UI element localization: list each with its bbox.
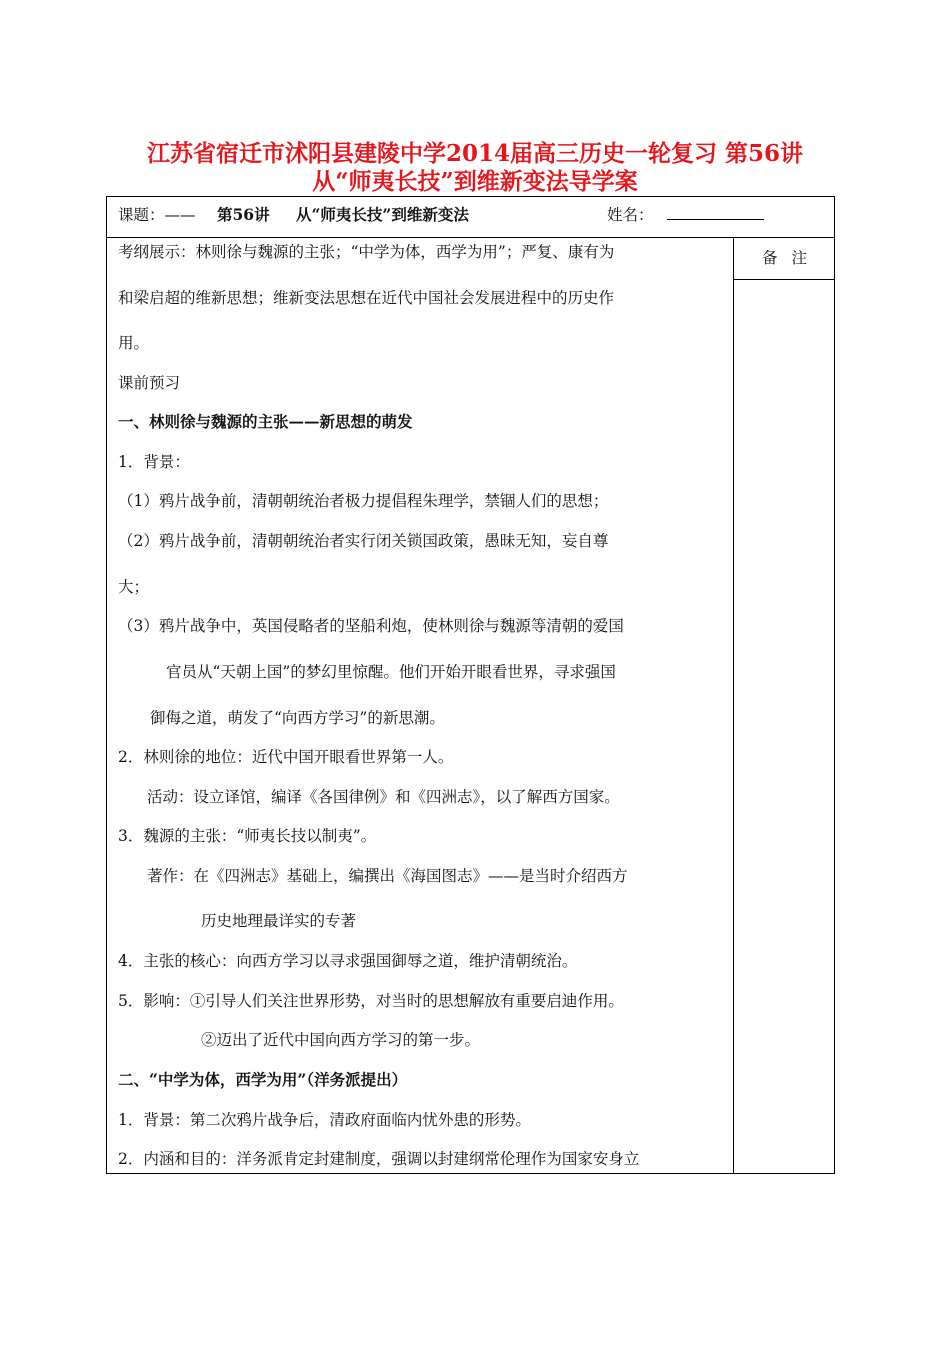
list-item: 1．背景：第二次鸦片战争后，清政府面临内忧外患的形势。 — [118, 1111, 531, 1129]
syllabus-line-3: 用。 — [118, 334, 150, 352]
topic-label: 课题：—— — [118, 206, 196, 224]
section-2-heading: 二、“中学为体，西学为用”（洋务派提出） — [118, 1070, 408, 1089]
syllabus-line-2: 和梁启超的维新思想；维新变法思想在近代中国社会发展进程中的历史作 — [118, 289, 615, 307]
topic-title: 从“师夷长技”到维新变法 — [296, 205, 469, 224]
list-item: （3）鸦片战争中，英国侵略者的坚船利炮，使林则徐与魏源等清朝的爱国 — [118, 617, 624, 635]
list-item: 1．背景： — [118, 453, 190, 471]
preview-heading: 课前预习 — [118, 374, 181, 392]
list-item: 2．内涵和目的：洋务派肯定封建制度，强调以封建纲常伦理作为国家安身立 — [118, 1150, 640, 1168]
list-item: 御侮之道，萌发了“向西方学习”的新思潮。 — [150, 709, 445, 727]
list-item: 活动：设立译馆，编译《各国律例》和《四洲志》，以了解西方国家。 — [147, 788, 620, 806]
list-item: 大； — [118, 578, 150, 596]
table-header-row — [107, 197, 834, 238]
name-label: 姓名： — [607, 206, 654, 224]
section-1-heading: 一、林则徐与魏源的主张——新思想的萌发 — [118, 412, 413, 431]
list-item: 5．影响：①引导人们关注世界形势，对当时的思想解放有重要启迪作用。 — [118, 992, 624, 1010]
list-item: 4．主张的核心：向西方学习以寻求强国御辱之道，维护清朝统治。 — [118, 952, 578, 970]
list-item: 官员从“天朝上国”的梦幻里惊醒。他们开始开眼看世界，寻求强国 — [166, 663, 616, 681]
list-item: 2．林则徐的地位：近代中国开眼看世界第一人。 — [118, 748, 454, 766]
document-title-line-1: 江苏省宿迁市沭阳县建陵中学2014届高三历史一轮复习 第56讲 — [146, 140, 804, 167]
syllabus-line-1: 考纲展示：林则徐与魏源的主张；“中学为体，西学为用”；严复、康有为 — [118, 243, 615, 261]
lecture-number: 第56讲 — [217, 205, 270, 224]
notes-heading: 备注 — [734, 237, 835, 280]
list-item: （1）鸦片战争前，清朝朝统治者极力提倡程朱理学，禁锢人们的思想； — [118, 492, 609, 510]
name-blank-field[interactable] — [667, 219, 764, 220]
list-item: 3．魏源的主张：“师夷长技以制夷”。 — [118, 827, 377, 845]
notes-column — [733, 237, 835, 1173]
study-guide-table — [106, 196, 835, 1174]
list-item: （2）鸦片战争前，清朝朝统治者实行闭关锁国政策，愚昧无知，妄自尊 — [118, 532, 609, 550]
list-item: ②迈出了近代中国向西方学习的第一步。 — [201, 1031, 481, 1049]
document-title-line-2: 从“师夷长技”到维新变法导学案 — [312, 168, 638, 195]
list-item: 历史地理最详实的专著 — [201, 912, 357, 930]
list-item: 著作：在《四洲志》基础上，编撰出《海国图志》——是当时介绍西方 — [147, 867, 628, 885]
